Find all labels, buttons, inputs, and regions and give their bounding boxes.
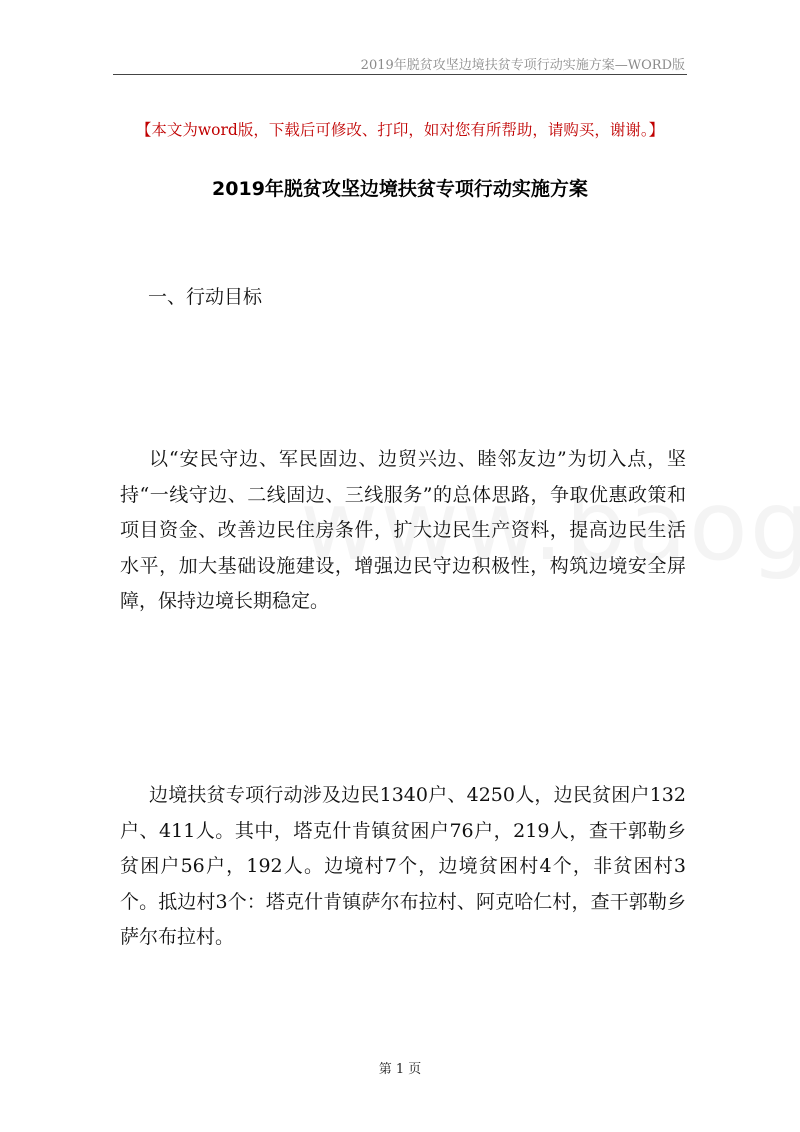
header-title: 2019年脱贫攻坚边境扶贫专项行动实施方案—WORD版 <box>360 58 685 73</box>
section-heading: 一、行动目标 <box>148 286 263 308</box>
page-header <box>113 54 687 75</box>
paragraph-scope: 边境扶贫专项行动涉及边民1340户、4250人，边民贫困户132户、411人。其中，塔克什肯镇贫困户76户，219人，查干郭勒乡贫困户56户，192人。边境村7个，边境贫困村4个，非贫困村3个。抵边村3个：塔克什肯镇萨尔布拉村、阿克哈仁村，查干郭勒乡萨尔布拉村。 <box>120 784 686 948</box>
document-title: 2019年脱贫攻坚边境扶贫专项行动实施方案 <box>212 178 588 200</box>
download-notice: 【本文为word版，下载后可修改、打印，如对您有所帮助，请购买，谢谢。】 <box>135 121 665 139</box>
paragraph-goals: 以“安民守边、军民固边、边贸兴边、睦邻友边”为切入点，坚持“一线守边、二线固边、三线服务”的总体思路，争取优惠政策和项目资金、改善边民住房条件，扩大边民生产资料，提高边民生活水平，加大基础设施建设，增强边民守边积极性，构筑边境安全屏障，保持边境长期稳定。 <box>120 448 686 612</box>
page-number: 第 1 页 <box>378 1062 422 1077</box>
